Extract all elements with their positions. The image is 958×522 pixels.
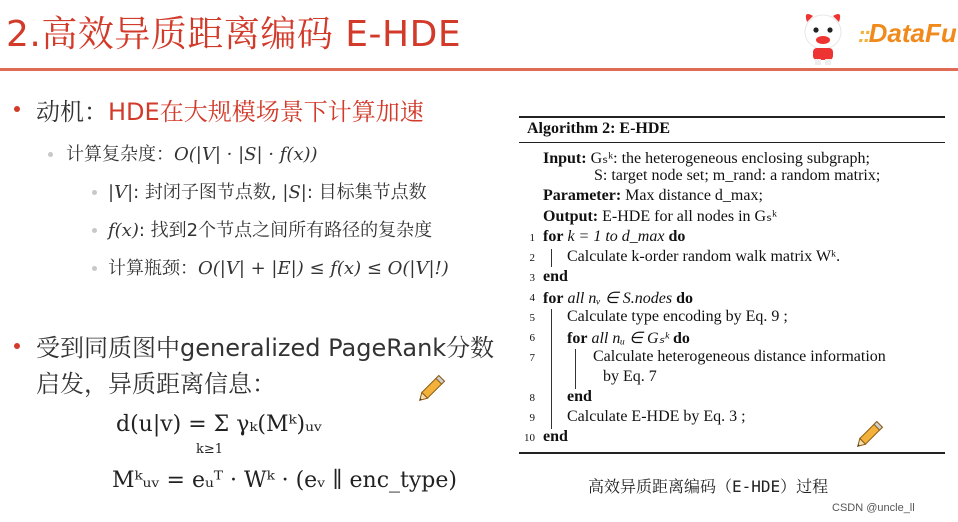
do-keyword: do [676,290,693,307]
algorithm-mid-rule [519,142,945,143]
watermark: CSDN @uncle_ll [832,502,915,514]
v-symbol: |V| [108,182,134,203]
pencil-icon [414,372,448,406]
for-keyword: for [543,290,564,307]
bottleneck-line [108,254,449,280]
vs-definition-line [108,178,427,204]
algorithm-output [543,206,777,226]
complexity-label: 计算复杂度： [66,144,174,165]
fx-symbol: f(x) [108,220,139,241]
sub-bullet-marker [92,190,97,195]
algorithm-parameter [543,187,763,205]
algorithm-bottom-rule [519,452,945,454]
block-bar [551,309,552,429]
algorithm-line [543,228,685,246]
sub-bullet-marker [48,152,53,157]
line-number: 9 [529,412,535,424]
title-divider [0,68,958,71]
line-number: 5 [529,312,535,324]
loop-range: k = 1 to d_max [567,228,665,245]
bullet-motivation-highlight: HDE在大规模场景下计算加速 [108,98,424,126]
parameter-keyword: Parameter: [543,187,622,204]
bullet-inspiration-line2: 启发，异质距离信息： [36,370,276,398]
bullet-marker [14,106,20,112]
do-keyword: do [672,330,690,347]
loop-range: all nᵤ ∈ Gₛᵏ [591,330,669,347]
algorithm-caption: 高效异质距离编码（E-HDE）过程 [588,477,829,496]
algorithm-line: Calculate heterogeneous distance information [593,348,886,365]
line-number: 10 [524,432,535,444]
for-keyword: for [543,228,564,245]
algorithm-line: end [567,388,592,405]
algorithm-top-rule [519,116,945,118]
algorithm-input [543,148,870,168]
fx-desc: : 找到2个节点之间所有路径的复杂度 [138,220,433,241]
output-text: E-HDE for all nodes in Gₛᵏ [602,208,778,225]
complexity-line [66,140,318,166]
complexity-expr: O(|V| · |S| · f(x)) [174,144,318,165]
algorithm-line-cont: by Eq. 7 [603,368,657,385]
line-number: 8 [529,392,535,404]
line-number: 6 [529,332,535,344]
s-desc: : 目标集节点数 [306,182,427,203]
algorithm-box [519,116,945,454]
for-keyword: for [567,330,588,347]
formula-distance: d(u|v) = Σ γₖ(Mᵏ)ᵤᵥ [116,412,323,437]
algorithm-title: Algorithm 2: E-HDE [527,120,671,137]
sub-bullet-marker [92,266,97,271]
bullet-marker [14,343,20,349]
algorithm-line: Calculate E-HDE by Eq. 3 ; [567,408,746,425]
algorithm-line: end [543,268,568,285]
bottleneck-label: 计算瓶颈： [108,258,198,279]
loop-range: all nᵥ ∈ S.nodes [567,290,673,307]
formula-matrix: Mᵏᵤᵥ = eᵤᵀ · Wᵏ · (eᵥ ∥ enc_type) [112,468,457,493]
algorithm-line: end [543,428,568,445]
line-number: 1 [529,232,535,244]
s-symbol: |S| [282,182,307,203]
input-text-1: Gₛᵏ: the heterogeneous enclosing subgraph; [590,150,870,167]
input-keyword: Input: [543,150,587,167]
bullet-inspiration-line1: 受到同质图中generalized PageRank分数 [36,334,495,362]
line-number: 3 [529,272,535,284]
algorithm-line [567,328,690,348]
brand-logo [858,18,957,49]
line-number: 7 [529,352,535,364]
line-number: 4 [529,292,535,304]
algorithm-line: Calculate k-order random walk matrix Wᵏ. [567,248,841,265]
block-bar [575,349,576,389]
fx-definition-line [108,216,432,242]
algorithm-line: Calculate type encoding by Eq. 9 ; [567,308,788,325]
v-desc: : 封闭子图节点数, [133,182,283,203]
do-keyword: do [668,228,686,245]
block-bar [551,249,552,267]
parameter-text: Max distance d_max; [625,187,763,204]
bottleneck-expr: O(|V| + |E|) ≤ f(x) ≤ O(|V|!) [198,258,449,279]
algorithm-line [543,288,693,308]
slide-title: 2.高效异质距离编码 E-HDE [6,14,462,55]
bullet-motivation-label: 动机： [36,98,108,126]
brand-dots: :: [858,22,869,47]
formula-distance-subscript: k≥1 [196,442,224,457]
algorithm-input-2: S: target node set; m_rand: a random matrix; [594,167,881,184]
bullet-motivation [36,92,424,127]
pencil-icon [852,418,886,452]
line-number: 2 [529,252,535,264]
output-keyword: Output: [543,208,599,225]
mascot-icon [797,10,849,66]
brand-text: DataFu [868,18,957,48]
sub-bullet-marker [92,228,97,233]
